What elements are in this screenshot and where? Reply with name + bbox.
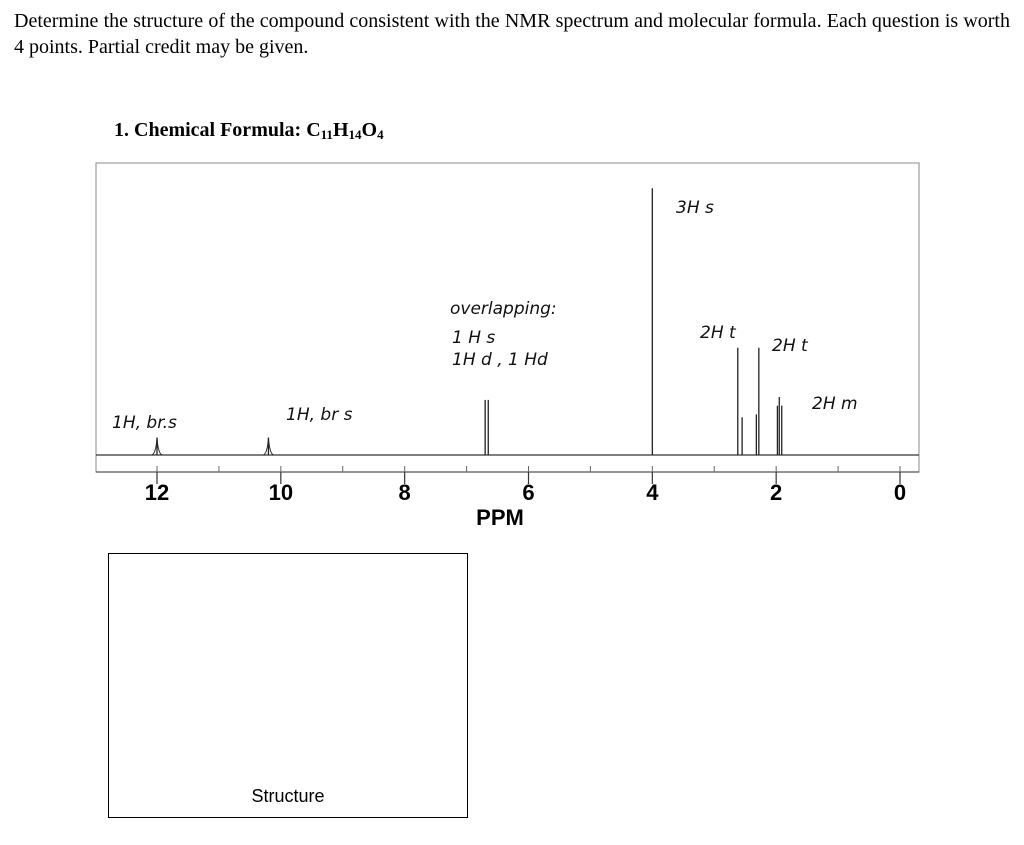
annotation-1h-s: 1 H s: [452, 328, 496, 348]
formula-c-count: 11: [320, 127, 333, 142]
x-tick-label: 0: [893, 480, 907, 505]
question-label: Chemical Formula:: [134, 119, 302, 141]
annotation-3h-s: 3H s: [676, 198, 714, 218]
x-tick-label: 2: [770, 480, 783, 505]
instructions-text: Determine the structure of the compound consistent with the NMR spectrum and molecular formula. Each question is worth 4 points. Partial credit may be given.: [14, 10, 1010, 58]
x-tick-label: 6: [522, 480, 535, 505]
annotation-2h-m: 2H m: [812, 394, 858, 414]
annotation-10ppm: 1H, br s: [286, 405, 353, 425]
annotation-12ppm: 1H, br.s: [112, 413, 177, 433]
annotation-1h-d: 1H d , 1 Hd: [452, 350, 548, 370]
annotation-overlapping: overlapping:: [450, 299, 557, 319]
formula-o: O: [361, 119, 378, 141]
x-tick-label: 8: [398, 480, 411, 505]
annotation-2h-t-b: 2H t: [772, 336, 808, 356]
formula-o-count: 4: [377, 127, 384, 142]
formula-h-count: 14: [348, 127, 362, 142]
x-tick-label: 10: [268, 480, 294, 505]
formula-h: H: [332, 119, 349, 141]
question-number: 1.: [114, 119, 129, 141]
x-axis-label: PPM: [476, 505, 524, 530]
annotation-2h-t-a: 2H t: [700, 323, 736, 343]
formula-c: C: [306, 119, 321, 141]
structure-answer-box[interactable]: [108, 553, 468, 818]
x-tick-label: 12: [144, 480, 170, 505]
structure-label: Structure: [251, 786, 325, 806]
x-tick-label: 4: [646, 480, 659, 505]
